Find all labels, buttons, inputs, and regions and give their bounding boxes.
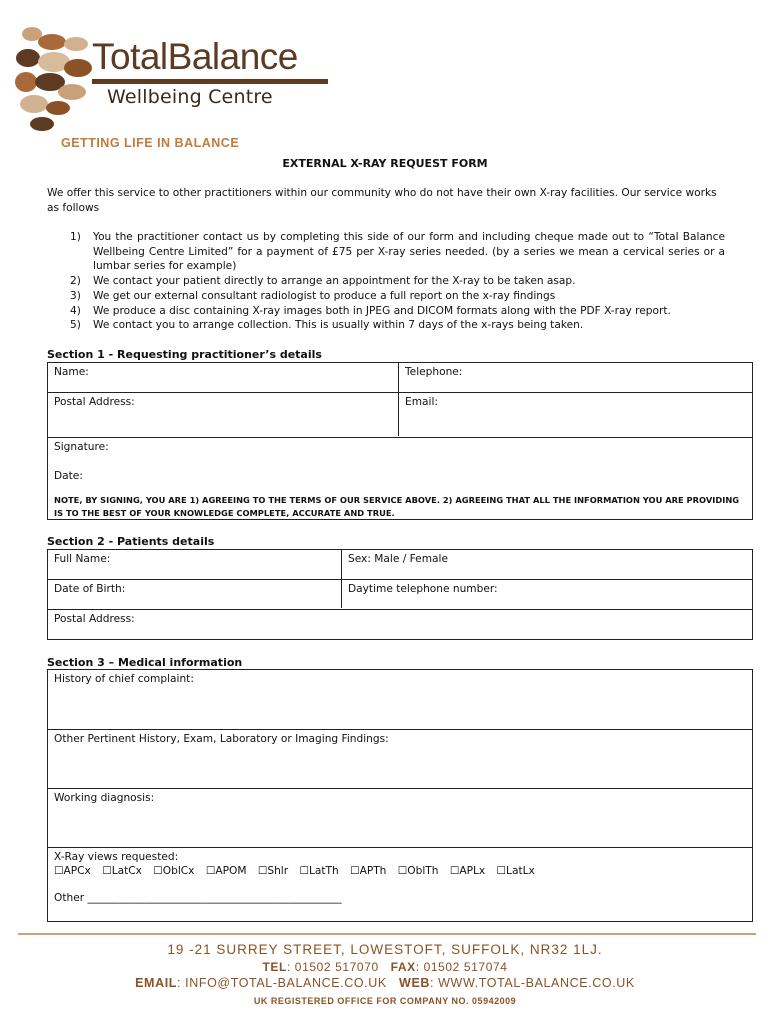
signature-field[interactable]: Signature: [54,441,109,453]
section3-box [47,669,753,922]
practitioner-email-field[interactable]: Email: [405,396,438,408]
section2-box [47,549,753,640]
patient-dob-field[interactable]: Date of Birth: [54,583,126,595]
step-item: 1) You the practitioner contact us by completing this side of our form and including cheque made out to “Total Balance Wellbeing Centre Limited” for a payment of £75 per X-ray series needed. (by a series we mean a cervical series or a lumbar series for example) [70,231,725,273]
patient-fullname-field[interactable]: Full Name: [54,553,111,565]
footer-divider [18,933,756,935]
patient-address-field[interactable]: Postal Address: [54,613,135,625]
step-item: 3) We get our external consultant radiologist to produce a full report on the x-ray findings [70,289,556,302]
xray-views-checkboxes [54,865,543,877]
pertinent-history-field[interactable]: Other Pertinent History, Exam, Laboratory or Imaging Findings: [54,733,389,745]
footer-registered: UK REGISTERED OFFICE FOR COMPANY NO. 05942009 [253,996,517,1006]
footer-address: 19 -21 SURREY STREET, LOWESTOFT, SUFFOLK, NR32 1LJ. [167,942,603,957]
section1-box [47,362,753,520]
checkbox-shlr[interactable]: ☐Shlr [257,865,289,877]
checkbox-oblcx[interactable]: ☐OblCx [153,865,195,877]
other-views-field[interactable]: Other ________________________________________________ [54,892,342,904]
xray-views-label: X-Ray views requested: [54,851,179,863]
logo-stones-icon [14,22,104,134]
logo-divider [92,79,328,84]
xray-views-area [48,848,752,921]
footer-web-link[interactable]: : WWW.TOTAL-BALANCE.CO.UK [430,976,635,990]
practitioner-telephone-field[interactable]: Telephone: [405,366,463,378]
checkbox-apth[interactable]: ☐APTh [350,865,387,877]
service-steps [47,230,725,333]
signing-note: NOTE, BY SIGNING, YOU ARE 1) AGREEING TO THE TERMS OF OUR SERVICE ABOVE. 2) AGREEING THAT ALL THE INFORMATION YOU ARE PROVIDING IS TO THE BEST OF YOUR KNOWLEDGE COMPLETE, ACCURATE AND TRUE. [54,495,740,518]
logo-subtitle: Wellbeing Centre [107,86,273,108]
step-item: 5) We contact you to arrange collection. This is usually within 7 days of the x-rays being taken. [70,319,584,332]
patient-daytime-phone-field[interactable]: Daytime telephone number: [348,583,498,595]
form-title: EXTERNAL X-RAY REQUEST FORM [282,157,488,170]
chief-complaint-field[interactable]: History of chief complaint: [54,673,194,685]
section3-title: Section 3 – Medical information [47,656,243,669]
working-diagnosis-field[interactable]: Working diagnosis: [54,792,155,804]
intro-text: We offer this service to other practitioners within our community who do not have their own X-ray facilities. Our service works as follows [47,187,717,214]
section1-title: Section 1 - Requesting practitioner’s details [47,348,322,361]
practitioner-name-field[interactable]: Name: [54,366,89,378]
checkbox-oblth[interactable]: ☐OblTh [397,865,439,877]
footer-email-web: EMAIL: INFO@TOTAL-BALANCE.CO.UK WEB: WWW.TOTAL-BALANCE.CO.UK [135,976,635,990]
section2-title: Section 2 - Patients details [47,535,215,548]
practitioner-address-field[interactable]: Postal Address: [54,396,135,408]
patient-sex-field[interactable]: Sex: Male / Female [348,553,448,565]
logo [14,22,344,134]
step-item: 2) We contact your patient directly to arrange an appointment for the X-ray to be taken asap. [70,275,576,288]
logo-title: TotalBalance [92,36,298,77]
step-item: 4) We produce a disc containing X-ray images both in JPEG and DICOM formats along with the PDF X-ray report. [70,304,671,317]
footer-phone-fax: TEL: 01502 517070 FAX: 01502 517074 [262,960,508,974]
checkbox-apcx[interactable]: ☐APCx [54,865,91,877]
date-field[interactable]: Date: [54,470,83,482]
checkbox-latcx[interactable]: ☐LatCx [102,865,142,877]
checkbox-latlx[interactable]: ☐LatLx [496,865,535,877]
checkbox-apom[interactable]: ☐APOM [205,865,247,877]
checkbox-aplx[interactable]: ☐APLx [449,865,486,877]
checkbox-latth[interactable]: ☐LatTh [299,865,339,877]
footer-email-link[interactable]: : INFO@TOTAL-BALANCE.CO.UK [177,976,387,990]
tagline: GETTING LIFE IN BALANCE [61,136,240,150]
